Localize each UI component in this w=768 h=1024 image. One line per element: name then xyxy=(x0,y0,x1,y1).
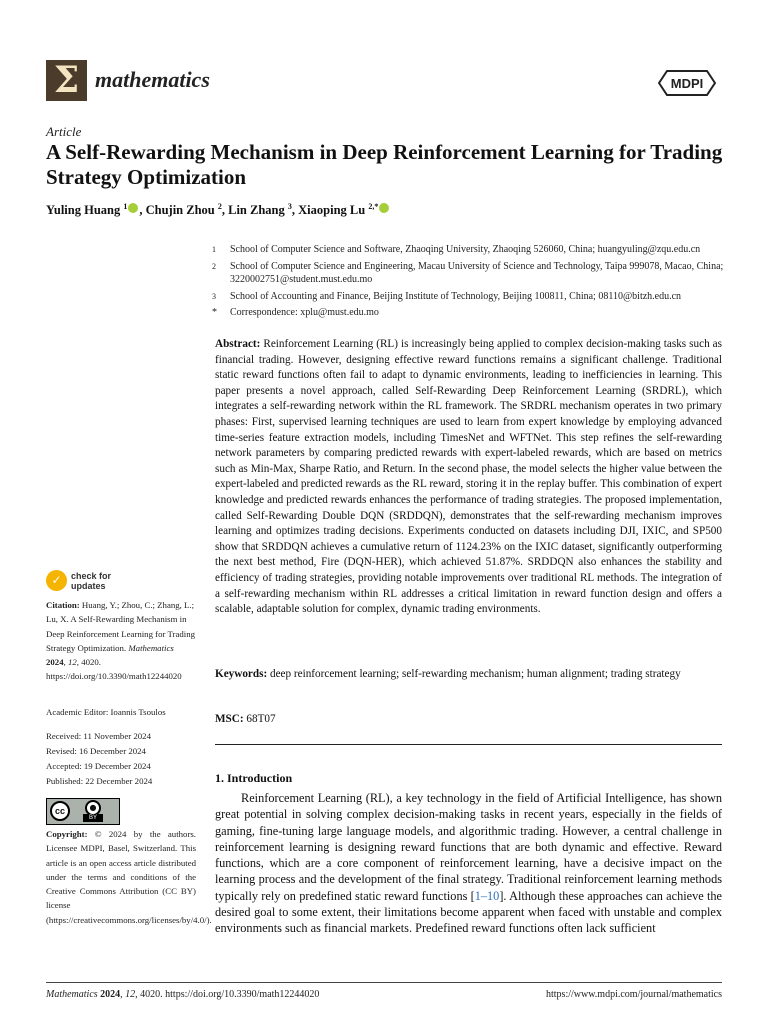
orcid-icon[interactable] xyxy=(128,203,138,213)
journal-name: mathematics xyxy=(95,67,210,92)
cc-icon: cc xyxy=(50,801,70,821)
author-affiliation-marker: 1 xyxy=(123,202,128,211)
citation-journal: Mathematics xyxy=(128,642,174,653)
check-for-updates-button[interactable] xyxy=(46,570,111,591)
date-accepted: Accepted: 19 December 2024 xyxy=(46,761,151,771)
author-name[interactable]: Xiaoping Lu xyxy=(298,203,366,218)
svg-text:MDPI: MDPI xyxy=(670,76,704,91)
intro-paragraph xyxy=(215,790,722,937)
intro-text-part1: Reinforcement Learning (RL), a key technology in the field of Artificial Intelligence, has shown great potential in solving complex decision-making tasks in recent years, especially in the fields of gaming, fine-tuning large language models, and algorithmic trading. However, a central challenge in reinforcement learning is designing reward functions that are both dynamic and effective. Reward functions, which are a core component of reinforcement learning, have a decisive impact on the learning process and the development of the final strategy. Traditional reinforcement learning methods typically rely on predefined static reward functions [ xyxy=(215,791,722,903)
date-published: Published: 22 December 2024 xyxy=(46,776,153,786)
citation-block: Citation: Huang, Y.; Zhou, C.; Zhang, L.; Lu, X. A Self-Rewarding Mechanism in Deep Reinforcement Learning for Trading Strategy Optimization. Mathematics 2024, 12, 4020. https://doi.org/10.3390/math12244020 xyxy=(46,600,196,682)
date-revised: Revised: 16 December 2024 xyxy=(46,746,146,756)
keywords-label: Keywords: xyxy=(215,668,268,680)
citation-label: Citation: xyxy=(46,600,80,610)
footer-journal-link[interactable]: https://www.mdpi.com/journal/mathematics xyxy=(546,989,722,1000)
author-affiliation-marker: 2 xyxy=(217,202,222,211)
author-name[interactable]: Chujin Zhou xyxy=(145,203,215,218)
footer-citation: Mathematics 2024, 12, 4020. https://doi.org/10.3390/math12244020 xyxy=(46,989,320,1000)
article-title: A Self-Rewarding Mechanism in Deep Reinforcement Learning for Trading Strategy Optimization xyxy=(46,140,723,189)
affiliation-number: 1 xyxy=(212,245,216,254)
publication-dates xyxy=(46,729,152,789)
citation-link[interactable]: 1–10 xyxy=(474,888,500,903)
author-name[interactable]: Lin Zhang xyxy=(228,203,285,218)
author-affiliation-marker: 3 xyxy=(287,202,292,211)
check-updates-label: check for updates xyxy=(71,570,112,591)
msc xyxy=(215,713,276,725)
intro-text-part2: ]. Although these approaches can achieve the desired goal to some extent, their limitations become apparent when faced with unstable and complex environments such as financial markets. Predefined reward functions often lack sufficient xyxy=(215,888,722,936)
affiliations xyxy=(212,243,732,320)
citation-year: 2024 xyxy=(46,657,64,668)
msc-code: 68T07 xyxy=(246,713,276,725)
cc-by-license-badge[interactable] xyxy=(46,798,120,825)
academic-editor: Academic Editor: Ioannis Tsoulos xyxy=(46,707,166,717)
copyright-text: © 2024 by the authors. Licensee MDPI, Basel, Switzerland. This article is an open access article distributed under the terms and conditions of the Creative Commons Attribution (CC BY) license (https://creativecommons.org/licenses/by/4.0/). xyxy=(46,829,212,925)
journal-logo: Σ xyxy=(46,60,87,101)
section-heading: 1. Introduction xyxy=(215,771,293,785)
affiliation-number: 3 xyxy=(212,291,216,301)
date-received: Received: 11 November 2024 xyxy=(46,731,151,741)
affiliation-item xyxy=(212,260,732,287)
orcid-icon[interactable] xyxy=(379,203,389,213)
affiliation-text: School of Computer Science and Engineering, Macau University of Science and Technology, Taipa 999078, Macao, China; 3220002751@student.must.edu.mo xyxy=(230,260,724,285)
affiliation-text: Correspondence: xplu@must.edu.mo xyxy=(230,307,379,318)
abstract xyxy=(215,337,722,618)
author-affiliation-marker: 2,* xyxy=(368,202,379,211)
abstract-text: Reinforcement Learning (RL) is increasingly being applied to complex decision-making tasks such as financial trading. However, designing effective reward functions remains a significant challenge. Traditional static reward functions often fail to adapt to dynamic environments, leading to inefficiencies in learning. This paper presents a novel approach, called Self-Rewarding Deep Reinforcement Learning (SRDRL), which integrates a self-rewarding network within the RL framework. The SRDRL mechanism operates in two primary phases: First, supervised learning techniques are used to learn from expert knowledge by employing advanced time-series feature extraction models, including TimesNet and WFTNet. This step refines the self-rewarding network parameters by comparing predicted rewards with expert-labeled rewards, which are based on metrics such as Min-Max, Sharpe Ratio, and Return. In the second phase, the model selects the higher value between the expert-labeled and predicted rewards as the RL reward, storing it in the replay buffer. This combination of expert knowledge and predicted rewards enhances the performance of trading strategies. The proposed implementation, called Self-Rewarding Double DQN (SRDDQN), demonstrates that the self-rewarding mechanism improves learning and optimizes trading decisions. Experiments conducted on datasets including DJI, IXIC, and SP500 show that SRDDQN achieves a cumulative return of 1124.23% on the IXIC dataset, significantly outperforming the next best method, Fire (DQN-HER), which achieved 51.87%. SRDDQN also enhances the stability and efficiency of trading strategies, providing notable improvements over traditional RL methods. The integration of a self-rewarding mechanism within RL addresses a critical limitation in reward function design and offers a scalable, adaptable solution for complex, dynamic trading environments. xyxy=(215,338,723,616)
mdpi-logo xyxy=(658,70,716,101)
msc-label: MSC: xyxy=(215,713,244,725)
affiliation-number: 2 xyxy=(212,261,216,271)
affiliation-item xyxy=(212,306,732,320)
by-label: BY xyxy=(83,814,103,822)
article-type: Article xyxy=(46,124,82,139)
divider xyxy=(215,744,722,745)
abstract-label: Abstract: xyxy=(215,338,261,350)
author-name[interactable]: Yuling Huang xyxy=(46,203,121,218)
copyright-label: Copyright: xyxy=(46,829,88,839)
author-list: Yuling Huang $^1$ , Chujin Zhou $^2$, Lin Zhang $^3$, Xiaoping Lu $^{2,*}$ xyxy=(46,202,390,218)
citation-doi[interactable]: , 4020. https://doi.org/10.3390/math12244020 xyxy=(46,657,182,682)
citation-volume: 12 xyxy=(68,657,77,668)
affiliation-text: School of Computer Science and Software, Zhaoqing University, Zhaoqing 526060, China; huangyuling@zqu.edu.cn xyxy=(230,244,701,255)
citation-text: Huang, Y.; Zhou, C.; Zhang, L.; Lu, X. A Self-Rewarding Mechanism in Deep Reinforcement Learning for Trading Strategy Optimization. xyxy=(46,600,196,653)
affiliation-item xyxy=(212,243,732,257)
check-icon: ✓ xyxy=(46,570,67,591)
affiliation-number: * xyxy=(212,307,217,318)
affiliation-text: School of Accounting and Finance, Beijing Institute of Technology, Beijing 100811, China; 08110@bitzh.edu.cn xyxy=(230,290,682,302)
copyright-notice xyxy=(46,827,212,927)
affiliation-item xyxy=(212,290,732,304)
attribution-icon: ● xyxy=(85,800,101,816)
footer-divider xyxy=(46,982,722,983)
keywords-text: deep reinforcement learning; self-rewarding mechanism; human alignment; trading strategy xyxy=(270,668,681,680)
keywords xyxy=(215,667,722,683)
